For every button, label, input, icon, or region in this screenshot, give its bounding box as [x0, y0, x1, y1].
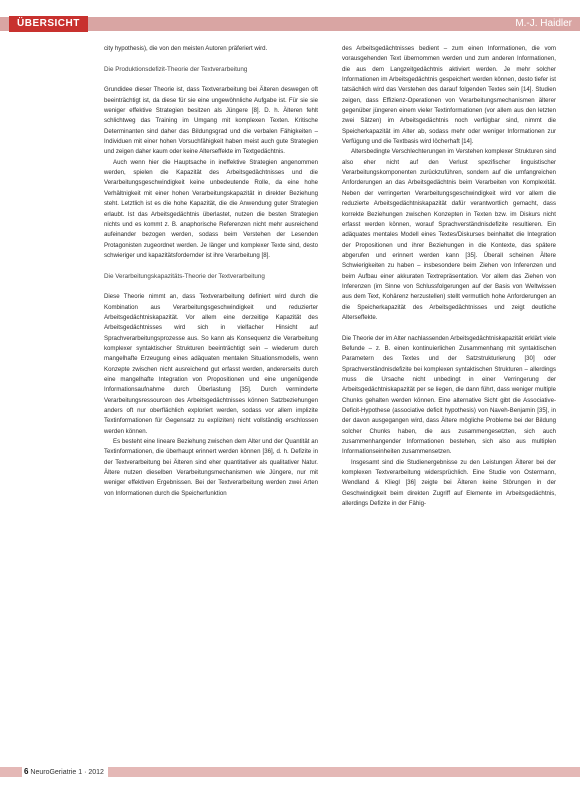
paragraph-gap	[104, 54, 318, 64]
paragraph-gap	[104, 261, 318, 271]
journal-name: NeuroGeriatrie 1 · 2012	[30, 769, 104, 776]
section-heading: Die Verarbeitungskapazitäts-Theorie der Textverarbeitung	[104, 272, 265, 280]
page-header	[0, 0, 580, 34]
body-paragraph: city hypothesis), die von den meisten Autoren präferiert wird.	[104, 45, 268, 52]
body-paragraph: Grundidee dieser Theorie ist, dass Textverarbeitung bei Älteren deswegen oft beeinträchtigt ist, da diese für sie eine ungewöhnliche Aufgabe ist. Für sie sie weniger effektive Strategien besitzen als Jüngere [8]. D. h. Älteren fehlt schlichtweg das Training im Umgang mit komplexen Texten. Kritische Determinanten sind daher das Bildungsgrad und die verbalen Fähigkeiten – Individuen mit einer hohen Vorsuchfähigkeit haben meist auch gute Strategien und zeigen daher kaum oder keine Alterseffekte im Textgedächtnis.	[104, 86, 318, 156]
right-column	[342, 44, 556, 509]
left-column	[104, 44, 318, 499]
section-heading: Die Produktionsdefizit-Theorie der Textverarbeitung	[104, 65, 248, 73]
paragraph-gap	[104, 282, 318, 292]
section-label: ÜBERSICHT	[9, 16, 88, 32]
body-paragraph: Diese Theorie nimmt an, dass Textverarbeitung definiert wird durch die Kombination aus Verarbeitungsgeschwindigkeit und reduzierter Arbeitsgedächtniskapazität. Vor allem eine derzeitige Kapazität des Arbeitsgedächtnisses wird sich in vielfacher Hinsicht auf Sprachverarbeitungsprozesse aus. So kann als Konsequenz die Verarbeitung komplexer syntaktischer Strukturen beeinträchtigt sein – wiederum durch mangelhafte Erzeugung eines adäquaten mentalen Situationsmodells, wenn Konzepte zwischen nicht ausreichend gut erfasst werden, andererseits durch eine mangelhafte Integration von Propositionen und eine ungenügende Informationsaufnahme durch Überlastung [35]. Durch verminderte Verarbeitungsressourcen des Arbeitsgedächtnisses können Satzbeziehungen anders oft nur oberflächlich exploriert werden, sodass vor allem implizite Textinformationen für Gegensatz zu expliziten) nicht vollständig erschlossen werden können.	[104, 293, 318, 435]
body-paragraph: Insgesamt sind die Studienergebnisse zu den Leistungen Älterer bei der komplexen Textverarbeitung widersprüchlich. Eine Studie von Ostermann, Wendland & Kliegl [36] zeigte bei Älteren keine Störungen in der Geschwindigkeit beim direkten Zugriff auf Elemente im Arbeitsgedächtnis, allerdings Defizite in der Fähig-	[342, 458, 556, 508]
footer-text	[22, 765, 108, 780]
page-number: 6	[24, 767, 29, 776]
paragraph-gap	[342, 323, 556, 333]
body-paragraph: Auch wenn hier die Hauptsache in ineffektive Strategien angenommen werden, spielen die Kapazität des Arbeitsgedächtnisses und die Verarbeitungsgeschwindigkeit keine unbedeutende Rolle, da eine hohe Verhältnigkeit mit einer hohen Verarbeitungskapazität in direkter Beziehung steht. Letztlich ist es die hohe Kapazität, die die Anwendung guter Strategien erlaubt. Ist das Arbeitsgedächtnis überlastet, nutzen die besten Strategien nichts und es kommt z. B. anaphorische Referenzen nicht mehr ausreichend aufeinander bezogen werden, sodass beim Verstehen der Lesenden Protagonisten zugeordnet werden. Je länger und komplexer Texte sind, desto schwieriger und kapazitätsfordernder ist ihre Verarbeitung [8].	[104, 158, 318, 259]
paragraph-gap	[104, 75, 318, 85]
author-name: M.-J. Haidler	[515, 18, 572, 29]
body-paragraph: Die Theorie der im Alter nachlassenden Arbeitsgedächtniskapazität erklärt viele Befunde – z. B. einen kontinuierlichen Zusammenhang mit syntaktischen Parametern des Textes und der Satzstrukturierung [30] oder Sprachverständnisdefizite bei komplexen syntaktischen Strukturen – allerdings muss die Ursache nicht unbedingt in einer Verringerung der Arbeitsgedächtniskapazität per se liegen, die dann führt, dass weniger multiple Chunks gehalten werden können. Eine alternative Sicht gibt die Associative-Deficit-Hypothese (associative deficit hypothesis) von Naveh-Benjamin [35], in der davon ausgegangen wird, dass Ältere mögliche Probleme bei der Bildung solcher Chunks haben, die aus zusammengesetzten, sich auch zusammenhangender Informationen bestehen, sich also aus multiplen Informationseinheiten zusammensetzen.	[342, 334, 556, 456]
page-footer	[0, 763, 580, 781]
body-paragraph: Es besteht eine lineare Beziehung zwischen dem Alter und der Quantität an Textinformationen, die überhaupt erinnert werden können [36], d. h. Defizite in der Textverarbeitung bei Älteren sind eher quantitativer als qualitativer Natur. Ältere nutzen dieselben Verarbeitungsmechanismen wie Jüngere, nur mit weniger effektiven Ergebnissen. Bei der Textverarbeitung werden zwei Arten von Informationen durch die Speicherfunktion	[104, 438, 318, 497]
body-paragraph: Altersbedingte Verschlechterungen im Verstehen komplexer Strukturen sind also eher nicht auf den Verlust spezifischer linguistischer Verarbeitungskomponenten zurückzuführen, sondern auf die umfangreichen Anforderungen an das Arbeitsgedächtnis beim Verarbeiten von Komplexität. Neben der verringerten Verarbeitungsgeschwindigkeit wird vor allem die reduzierte Arbeitsgedächtniskapazität dafür verantwortlich gemacht, dass korrekte Beziehungen zwischen Konzepten in Texten bzw. im Diskurs nicht erfasst werden können, worauf Sprachverständnisdefizite resultieren. Ein adäquates mentales Modell eines Textes/Diskurses beinhaltet die Integration der Propositionen und ihrer Beziehungen in die Kontexte, das spätere abgerufen und erinnert werden kann [35]. Überall scheinen Ältere Schwierigkeiten zu haben – insbesondere beim Ziehen von Inferenzen und beim Aufbau einer akkuraten Textrepräsentation. Vor allem das Ziehen von Inferenzen (im Sinne von Schlussfolgerungen auf der Basis von Weltwissen aus dem Text, Kohärenz herzustellen) stellt vermutlich hohe Anforderungen an die Speicherkapazität des Arbeitsgedächtnisses und zeigt deutliche Alterseffekte.	[342, 148, 556, 321]
body-paragraph: des Arbeitsgedächtnisses bedient – zum einen Informationen, die vom vorausgehenden Text übernommen werden und zum anderen Informationen, die aus dem Langzeitgedächtnis aktiviert werden. Je mehr solcher Informationen im Arbeitsgedächtnis gespeichert werden können, desto tiefer ist tatsächlich wird das Verstehen des darauf folgenden Textes sein [14]. Studien zeigen, dass Effizienz-Operationen von Verarbeitungsmechanismen älterer gegenüber jüngeren einem vieler Textinformationen (vor allem aus den letzten zwei Sätzen) im Arbeitsgedächtnis noch verfügbar sind, nimmt die Speicherkapazität im Alter ab, sodass mehr oder weniger Informationen zur Verfügung und die Textbasis wird löcherhaft [14].	[342, 45, 556, 146]
